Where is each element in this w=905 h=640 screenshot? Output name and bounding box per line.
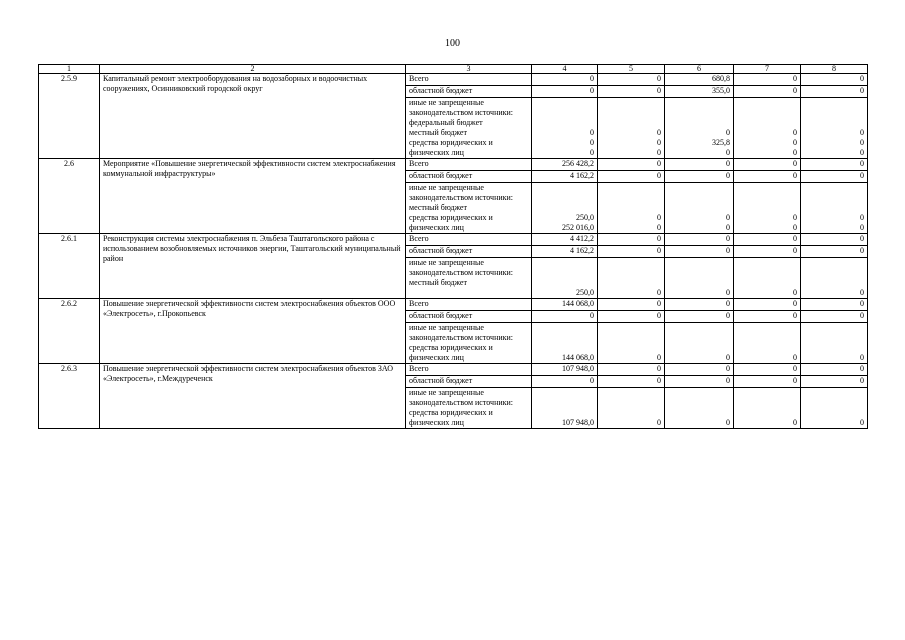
value-cell: 0 [665, 299, 734, 311]
spacer [535, 333, 594, 343]
spacer [668, 118, 730, 128]
other-sources-heading: иные не запрещенные законодательством источники: [409, 183, 514, 202]
value-cell: 0 [801, 364, 868, 376]
spacer [601, 388, 661, 398]
funding-source: Всего [406, 74, 532, 86]
item-name: Реконструкция системы электроснабжения п. Эльбеза Таштагольского района с использованием возобновляемых источников энергии, Таштагольский муниципальный район [100, 234, 406, 299]
value-group [532, 98, 598, 159]
funding-source: областной бюджет [406, 171, 532, 183]
value-cell: 0 [598, 171, 665, 183]
spacer [737, 333, 797, 343]
value-cell: 0 [665, 159, 734, 171]
value-cell: 0 [598, 234, 665, 246]
value-cell: 0 [657, 128, 661, 137]
funding-source: средства юридических и физических лиц [409, 343, 493, 362]
spacer [804, 268, 864, 278]
header-cell: 1 [39, 65, 100, 74]
spacer [535, 323, 594, 333]
spacer [804, 108, 864, 118]
value-cell: 0 [734, 159, 801, 171]
funding-source: областной бюджет [406, 246, 532, 258]
value-cell: 4 162,2 [532, 171, 598, 183]
funding-source: средства юридических и физических лиц [409, 408, 493, 427]
value-group [801, 98, 868, 159]
funding-source-group [406, 183, 532, 234]
value-group [598, 388, 665, 429]
value-cell: 0 [598, 299, 665, 311]
table-row [39, 159, 868, 171]
value-cell: 0 [657, 353, 661, 362]
spacer [535, 118, 594, 128]
other-sources-heading: иные не запрещенные законодательством источники: [409, 323, 514, 342]
spacer [737, 408, 797, 418]
spacer [668, 388, 730, 398]
value-group [532, 183, 598, 234]
value-cell: 0 [598, 246, 665, 258]
value-cell: 0 [598, 74, 665, 86]
spacer [535, 398, 594, 408]
funding-source: областной бюджет [406, 86, 532, 98]
value-group [665, 388, 734, 429]
spacer [737, 183, 797, 193]
spacer [737, 398, 797, 408]
value-cell: 325,8 [712, 138, 730, 147]
spacer [535, 108, 594, 118]
value-group [532, 388, 598, 429]
value-cell: 107 948,0 [532, 364, 598, 376]
value-cell: 250,0 [576, 288, 594, 297]
value-group [801, 183, 868, 234]
value-cell: 0 [590, 148, 594, 157]
funding-source-group [406, 258, 532, 299]
value-cell: 0 [726, 223, 730, 232]
value-cell: 0 [726, 128, 730, 137]
value-cell: 256 428,2 [532, 159, 598, 171]
value-cell: 0 [734, 234, 801, 246]
value-cell: 0 [734, 299, 801, 311]
funding-source: федеральный бюджет [409, 118, 483, 127]
value-group [665, 258, 734, 299]
value-cell: 0 [860, 138, 864, 147]
item-name: Мероприятие «Повышение энергетической эффективности систем электроснабжения коммунальной инфраструктуры» [100, 159, 406, 234]
spacer [601, 333, 661, 343]
spacer [737, 343, 797, 353]
spacer [601, 118, 661, 128]
spacer [668, 98, 730, 108]
spacer [804, 333, 864, 343]
value-cell: 0 [598, 364, 665, 376]
value-group [598, 98, 665, 159]
funding-source: местный бюджет [409, 203, 467, 212]
header-row [39, 65, 868, 74]
value-cell: 0 [801, 311, 868, 323]
item-name: Повышение энергетической эффективности систем электроснабжения объектов ООО «Электросеть», г.Прокопьевск [100, 299, 406, 364]
spacer [804, 388, 864, 398]
value-cell: 0 [657, 138, 661, 147]
value-cell: 250,0 [576, 213, 594, 222]
funding-source-group [406, 388, 532, 429]
value-cell: 0 [532, 376, 598, 388]
value-cell: 0 [665, 376, 734, 388]
value-cell: 0 [860, 223, 864, 232]
spacer [737, 278, 797, 288]
spacer [668, 323, 730, 333]
spacer [737, 203, 797, 213]
item-name: Капитальный ремонт электрооборудования на водозаборных и водоочистных сооружениях, Осинниковский городской округ [100, 74, 406, 159]
value-cell: 0 [793, 418, 797, 427]
value-cell: 0 [793, 288, 797, 297]
value-cell: 0 [598, 311, 665, 323]
spacer [535, 278, 594, 288]
value-group [734, 183, 801, 234]
table-row [39, 299, 868, 311]
value-cell: 0 [590, 138, 594, 147]
spacer [804, 408, 864, 418]
value-cell: 0 [657, 288, 661, 297]
funding-source: местный бюджет [409, 278, 467, 287]
value-cell: 0 [657, 213, 661, 222]
header-cell: 2 [100, 65, 406, 74]
spacer [601, 323, 661, 333]
value-group [734, 323, 801, 364]
header-cell: 6 [665, 65, 734, 74]
spacer [535, 408, 594, 418]
spacer [668, 108, 730, 118]
spacer [737, 323, 797, 333]
value-cell: 0 [665, 364, 734, 376]
header-cell: 4 [532, 65, 598, 74]
value-group [734, 388, 801, 429]
value-cell: 0 [532, 86, 598, 98]
value-cell: 0 [860, 288, 864, 297]
spacer [668, 268, 730, 278]
spacer [535, 268, 594, 278]
header-cell: 3 [406, 65, 532, 74]
value-cell: 0 [726, 353, 730, 362]
value-group [598, 323, 665, 364]
value-cell: 0 [801, 299, 868, 311]
value-cell: 0 [801, 171, 868, 183]
table-row [39, 234, 868, 246]
spacer [804, 203, 864, 213]
value-cell: 0 [532, 74, 598, 86]
spacer [535, 388, 594, 398]
value-cell: 0 [590, 128, 594, 137]
value-cell: 0 [793, 223, 797, 232]
value-cell: 0 [793, 353, 797, 362]
value-group [665, 323, 734, 364]
item-code: 2.5.9 [39, 74, 100, 159]
value-cell: 0 [801, 234, 868, 246]
spacer [601, 398, 661, 408]
spacer [601, 258, 661, 268]
spacer [601, 108, 661, 118]
value-group [665, 183, 734, 234]
other-sources-heading: иные не запрещенные законодательством источники: [409, 98, 514, 117]
spacer [535, 183, 594, 193]
spacer [668, 258, 730, 268]
table-row [39, 74, 868, 86]
value-group [532, 323, 598, 364]
spacer [737, 108, 797, 118]
funding-source: средства юридических и физических лиц [409, 213, 493, 232]
value-cell: 0 [726, 213, 730, 222]
spacer [668, 343, 730, 353]
spacer [737, 98, 797, 108]
spacer [737, 258, 797, 268]
spacer [804, 278, 864, 288]
value-cell: 144 068,0 [562, 353, 594, 362]
header-cell: 5 [598, 65, 665, 74]
value-cell: 0 [801, 86, 868, 98]
spacer [804, 193, 864, 203]
value-cell: 0 [734, 376, 801, 388]
spacer [601, 278, 661, 288]
value-cell: 0 [801, 74, 868, 86]
spacer [804, 183, 864, 193]
value-cell: 0 [734, 86, 801, 98]
spacer [804, 98, 864, 108]
value-cell: 0 [793, 138, 797, 147]
spacer [804, 398, 864, 408]
funding-source: Всего [406, 159, 532, 171]
value-cell: 0 [860, 353, 864, 362]
value-group [665, 98, 734, 159]
value-cell: 107 948,0 [562, 418, 594, 427]
value-group [801, 323, 868, 364]
value-cell: 0 [657, 223, 661, 232]
value-group [598, 183, 665, 234]
value-cell: 0 [665, 311, 734, 323]
funding-source: Всего [406, 299, 532, 311]
spacer [668, 408, 730, 418]
value-cell: 0 [734, 171, 801, 183]
spacer [668, 203, 730, 213]
value-group [801, 388, 868, 429]
item-name: Повышение энергетической эффективности систем электроснабжения объектов ЗАО «Электросеть», г.Междуреченск [100, 364, 406, 429]
header-cell: 8 [801, 65, 868, 74]
value-cell: 0 [726, 288, 730, 297]
spacer [535, 258, 594, 268]
header-cell: 7 [734, 65, 801, 74]
value-cell: 0 [801, 159, 868, 171]
value-cell: 0 [734, 246, 801, 258]
spacer [535, 98, 594, 108]
item-code: 2.6.3 [39, 364, 100, 429]
value-cell: 0 [734, 364, 801, 376]
value-cell: 0 [860, 418, 864, 427]
value-cell: 355,0 [665, 86, 734, 98]
value-cell: 0 [598, 376, 665, 388]
value-cell: 0 [734, 311, 801, 323]
value-cell: 0 [860, 213, 864, 222]
spacer [804, 323, 864, 333]
page-number: 100 [445, 38, 460, 49]
funding-source-group [406, 98, 532, 159]
value-cell: 0 [726, 148, 730, 157]
value-cell: 0 [726, 418, 730, 427]
spacer [668, 333, 730, 343]
spacer [601, 268, 661, 278]
item-code: 2.6.2 [39, 299, 100, 364]
spacer [737, 388, 797, 398]
spacer [601, 98, 661, 108]
value-group [734, 98, 801, 159]
spacer [737, 268, 797, 278]
spacer [668, 398, 730, 408]
value-cell: 0 [598, 159, 665, 171]
spacer [668, 278, 730, 288]
spacer [535, 343, 594, 353]
value-cell: 0 [860, 148, 864, 157]
funding-source: областной бюджет [406, 311, 532, 323]
spacer [804, 118, 864, 128]
item-code: 2.6.1 [39, 234, 100, 299]
value-cell: 0 [801, 246, 868, 258]
other-sources-heading: иные не запрещенные законодательством источники: [409, 258, 514, 277]
other-sources-heading: иные не запрещенные законодательством источники: [409, 388, 514, 407]
value-cell: 0 [793, 128, 797, 137]
value-group [532, 258, 598, 299]
funding-source: средства юридических и физических лиц [409, 138, 493, 157]
funding-source: Всего [406, 234, 532, 246]
value-cell: 0 [665, 234, 734, 246]
budget-table [38, 64, 868, 429]
value-cell: 0 [657, 418, 661, 427]
spacer [668, 183, 730, 193]
spacer [737, 118, 797, 128]
value-cell: 252 016,0 [562, 223, 594, 232]
value-group [598, 258, 665, 299]
spacer [601, 193, 661, 203]
spacer [601, 183, 661, 193]
value-group [801, 258, 868, 299]
spacer [535, 203, 594, 213]
spacer [737, 193, 797, 203]
value-cell: 680,8 [665, 74, 734, 86]
value-cell: 0 [532, 311, 598, 323]
spacer [535, 193, 594, 203]
funding-source-group [406, 323, 532, 364]
funding-source: областной бюджет [406, 376, 532, 388]
funding-source: местный бюджет [409, 128, 467, 137]
spacer [601, 203, 661, 213]
value-cell: 0 [801, 376, 868, 388]
value-cell: 0 [793, 213, 797, 222]
funding-source: Всего [406, 364, 532, 376]
value-cell: 0 [657, 148, 661, 157]
item-code: 2.6 [39, 159, 100, 234]
value-cell: 0 [793, 148, 797, 157]
spacer [668, 193, 730, 203]
spacer [601, 408, 661, 418]
spacer [601, 343, 661, 353]
table-row [39, 364, 868, 376]
spacer [804, 343, 864, 353]
value-group [734, 258, 801, 299]
value-cell: 144 068,0 [532, 299, 598, 311]
value-cell: 0 [665, 246, 734, 258]
value-cell: 4 412,2 [532, 234, 598, 246]
value-cell: 4 162,2 [532, 246, 598, 258]
value-cell: 0 [734, 74, 801, 86]
value-cell: 0 [665, 171, 734, 183]
value-cell: 0 [598, 86, 665, 98]
value-cell: 0 [860, 128, 864, 137]
spacer [804, 258, 864, 268]
